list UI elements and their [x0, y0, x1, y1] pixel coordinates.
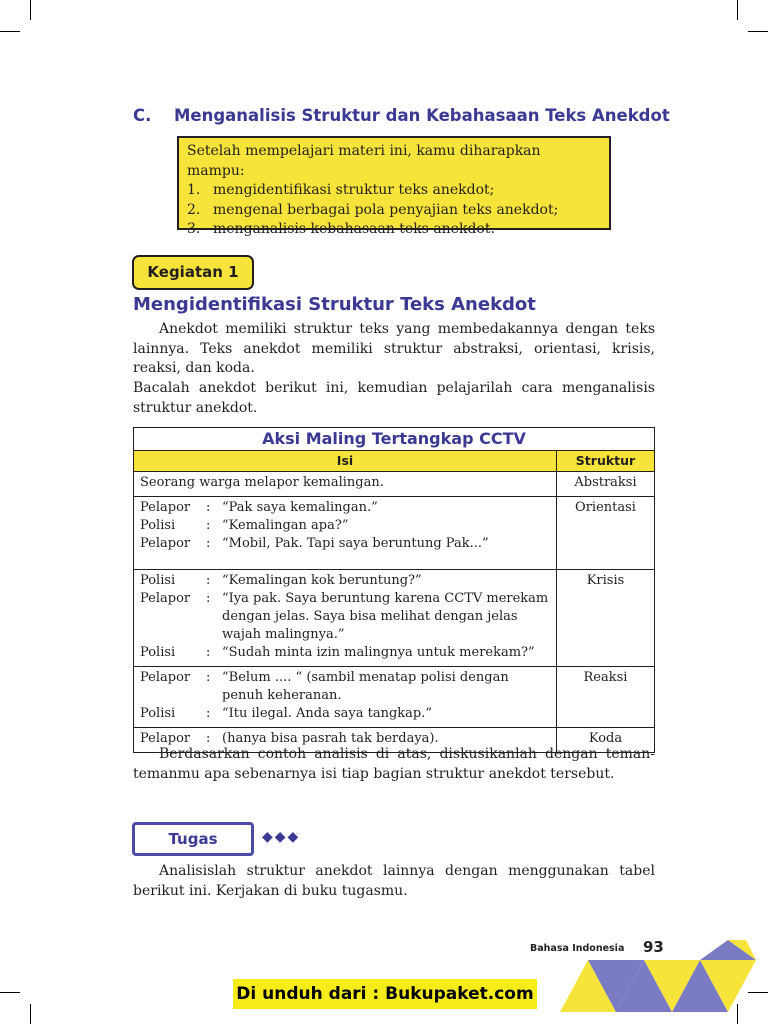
anecdote-structure-table	[133, 427, 655, 753]
activity-badge: Kegiatan 1	[132, 255, 254, 290]
structure-cell: Orientasi	[557, 497, 655, 570]
colon: :	[206, 573, 211, 588]
colon: :	[206, 731, 211, 746]
structure-cell: Koda	[557, 728, 655, 753]
crop-mark	[30, 0, 31, 20]
goal-number: 1.	[187, 182, 201, 198]
isi-cell	[134, 472, 557, 497]
dialogue-line	[140, 669, 550, 705]
speaker: Pelapor	[140, 670, 191, 685]
goal-item	[187, 201, 601, 221]
isi-cell	[134, 570, 557, 667]
table-row	[134, 497, 655, 570]
isi-cell	[134, 497, 557, 570]
speaker: Pelapor	[140, 500, 191, 515]
utterance: “Itu ilegal. Anda saya tangkap.”	[222, 706, 433, 721]
table-header-row	[134, 451, 655, 472]
colon: :	[206, 706, 211, 721]
goal-item	[187, 181, 601, 201]
crop-mark	[748, 31, 768, 32]
utterance: “Mobil, Pak. Tapi saya beruntung Pak...”	[222, 536, 489, 551]
utterance: (hanya bisa pasrah tak berdaya).	[222, 731, 439, 746]
speaker: Polisi	[140, 573, 176, 588]
speaker: Pelapor	[140, 731, 191, 746]
column-header-struktur: Struktur	[557, 451, 655, 472]
crop-mark	[0, 31, 20, 32]
structure-cell: Krisis	[557, 570, 655, 667]
structure-cell: Reaksi	[557, 667, 655, 728]
column-header-isi: Isi	[134, 451, 557, 472]
activity-title: Mengidentifikasi Struktur Teks Anekdot	[133, 294, 536, 315]
speaker: Polisi	[140, 706, 176, 721]
section-title: Menganalisis Struktur dan Kebahasaan Teks Anekdot	[174, 106, 670, 125]
speaker: Polisi	[140, 518, 176, 533]
colon: :	[206, 536, 211, 551]
diamond-ornament-icon: ◆◆◆	[262, 829, 301, 845]
isi-cell	[134, 667, 557, 728]
colon: :	[206, 591, 211, 606]
goal-text: mengenal berbagai pola penyajian teks anekdot;	[213, 201, 559, 218]
speaker: Pelapor	[140, 536, 191, 551]
goal-item	[187, 220, 601, 240]
learning-goals-box	[177, 136, 611, 237]
goal-text: menganalisis kebahasaan teks anekdot.	[213, 221, 495, 237]
narration-line: Seorang warga melapor kemalingan.	[140, 475, 384, 490]
goal-text: mengidentifikasi struktur teks anekdot;	[213, 182, 495, 198]
book-title: Bahasa Indonesia	[530, 943, 625, 954]
table-row	[134, 667, 655, 728]
utterance: “Iya pak. Saya beruntung karena CCTV merekam dengan jelas. Saya bisa melihat dengan jelas wajah malingnya.”	[222, 591, 549, 642]
page-number: 93	[643, 938, 664, 956]
dialogue-line	[140, 572, 550, 590]
goals-intro: Setelah mempelajari materi ini, kamu diharapkan mampu:	[187, 143, 541, 179]
discussion-paragraph: Berdasarkan contoh analisis di atas, diskusikanlah dengan teman-temanmu apa sebenarnya isi tiap bagian struktur anekdot tersebut.	[133, 746, 655, 782]
intro-paragraph: Anekdot memiliki struktur teks yang membedakannya dengan teks lainnya. Teks anekdot memiliki struktur abstraksi, orientasi, krisis, reaksi, dan koda.	[133, 321, 655, 376]
colon: :	[206, 670, 211, 685]
dialogue-line	[140, 590, 550, 644]
task-paragraph: Analisislah struktur anekdot lainnya dengan menggunakan tabel berikut ini. Kerjakan di buku tugasmu.	[133, 863, 655, 899]
dialogue-line	[140, 705, 550, 723]
section-letter: C.	[133, 106, 152, 125]
dialogue-line	[140, 517, 550, 535]
goals-list	[187, 181, 601, 240]
colon: :	[206, 500, 211, 515]
crop-mark	[737, 0, 738, 20]
goal-number: 2.	[187, 201, 201, 218]
colon: :	[206, 518, 211, 533]
table-row	[134, 472, 655, 497]
utterance: “Kemalingan kok beruntung?”	[222, 573, 422, 588]
instruction-paragraph: Bacalah anekdot berikut ini, kemudian pelajarilah cara menganalisis struktur anekdot.	[133, 380, 655, 416]
section-heading	[133, 106, 670, 125]
dialogue-line	[140, 644, 550, 662]
download-banner: Di unduh dari : Bukupaket.com	[233, 979, 537, 1009]
goal-number: 3.	[187, 221, 201, 237]
dialogue-line	[140, 535, 550, 553]
crop-mark	[0, 992, 20, 993]
utterance: “Belum .... “ (sambil menatap polisi dengan penuh keheranan.	[222, 670, 509, 703]
utterance: “Pak saya kemalingan.”	[222, 500, 378, 515]
utterance: “Sudah minta izin malingnya untuk merekam?”	[222, 645, 535, 660]
table-title: Aksi Maling Tertangkap CCTV	[134, 428, 655, 451]
task-badge: Tugas	[132, 822, 254, 856]
utterance: “Kemalingan apa?”	[222, 518, 349, 533]
speaker: Pelapor	[140, 591, 191, 606]
crop-mark	[30, 1004, 31, 1024]
structure-cell: Abstraksi	[557, 472, 655, 497]
table-row	[134, 570, 655, 667]
colon: :	[206, 645, 211, 660]
speaker: Polisi	[140, 645, 176, 660]
dialogue-line	[140, 499, 550, 517]
